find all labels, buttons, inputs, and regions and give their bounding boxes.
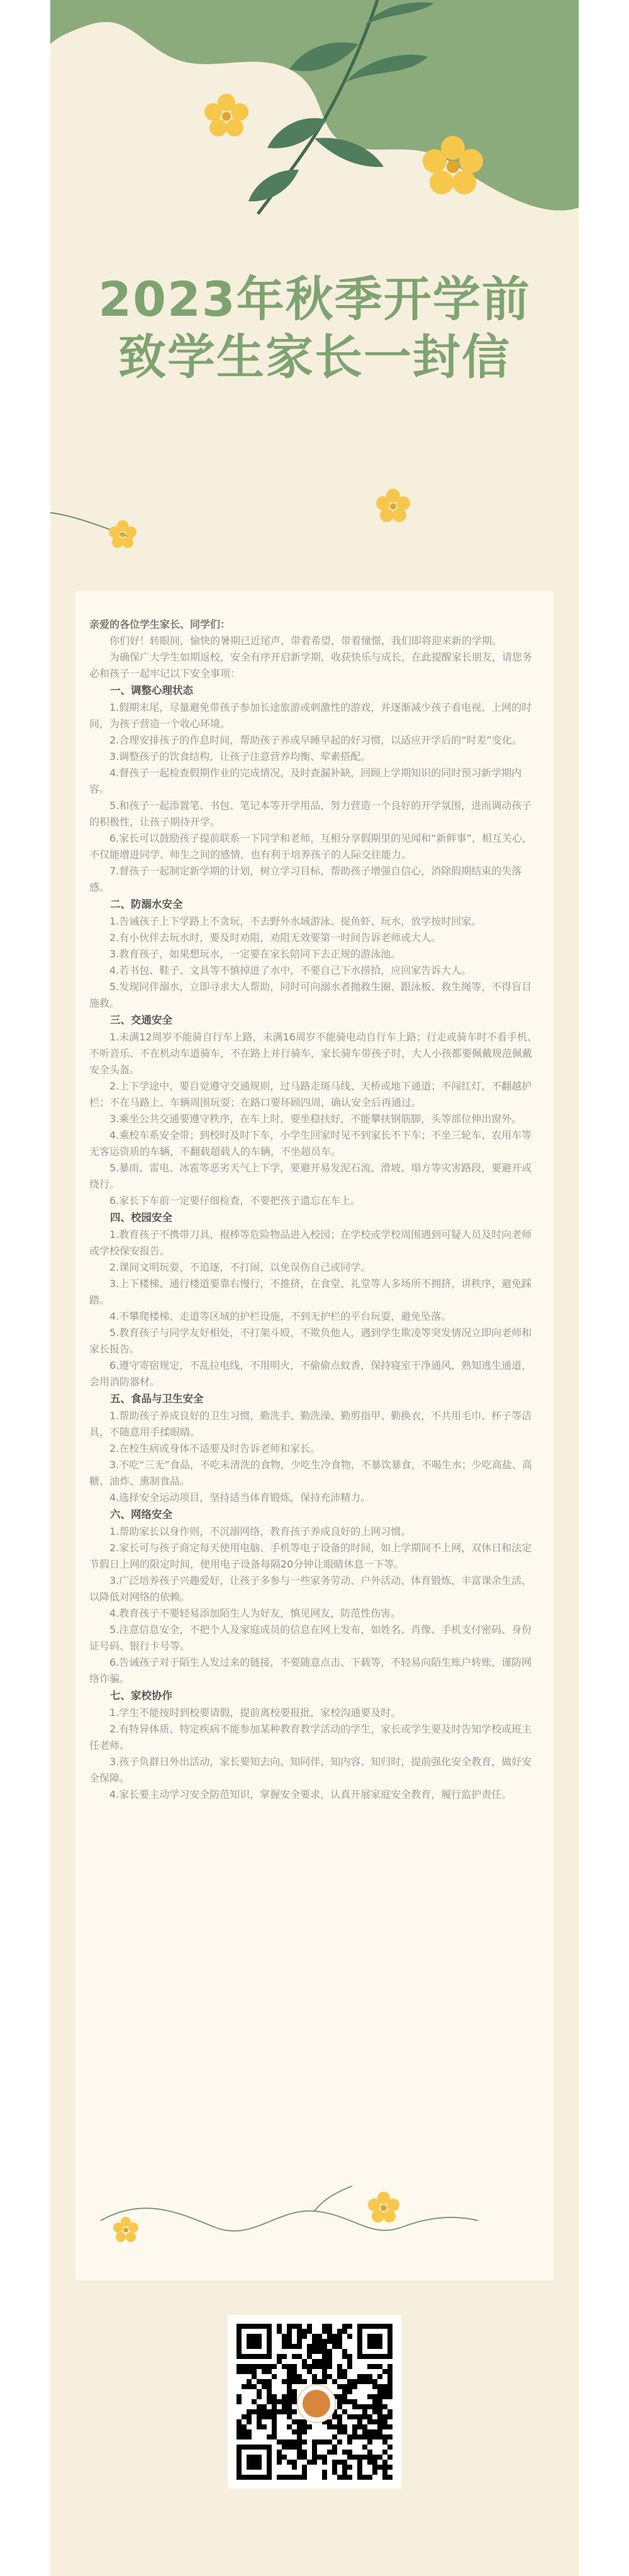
section-item: 1.学生不能按时到校要请假，提前离校要报批，家校沟通要及时。	[109, 1707, 401, 1719]
flower-icon	[113, 2217, 138, 2242]
section-item: 2.上下学途中，要自觉遵守交通规则，过马路走斑马线、天桥或地下通道；不闯红灯，不翻越护栏；不在马路上、车辆周围玩耍；在路口要环顾四周，确认安全后再通过。	[89, 1080, 532, 1108]
section-item: 4.乘校车系安全带；到校时及时下车，小学生回家时见不到家长不下车；不坐三轮车、农用车等无客运资质的车辆，不翻载超载人的车辆，不坐超员车。	[89, 1129, 532, 1157]
section-item: 6.告诫孩子对于陌生人发过来的链接，不要随意点击、下载等，不轻易向陌生账户转账，谨防网络诈骗。	[89, 1656, 532, 1685]
flower-icon	[368, 2192, 399, 2222]
header-green-shape	[50, 0, 579, 211]
section-item: 1.未满12周岁不能骑自行车上路，未满16周岁不能骑电动自行车上路；行走或骑车时不看手机、不听音乐、不在机动车道骑车，不在路上并行骑车，家长骑车带孩子时，大人小孩都要佩戴规范佩戴安全头盔。	[89, 1031, 537, 1076]
section-item: 1.假期末尾，尽量避免带孩子参加长途旅游或刺激性的游戏，并逐渐减少孩子看电视、上网的时间，为孩子营造一个收心环境。	[89, 701, 532, 730]
section-item: 1.帮助孩子养成良好的卫生习惯，勤洗手、勤洗澡、勤剪指甲、勤换衣，不共用毛巾、杯子等洁具，不随意用手揉眼睛。	[89, 1410, 532, 1438]
section-item: 2.在校生病或身体不适要及时告诉老师和家长。	[109, 1442, 321, 1454]
flower-icon	[376, 489, 410, 522]
section-item: 1.帮助家长以身作则，不沉溺网络，教育孩子养成良好的上网习惯。	[109, 1525, 411, 1537]
section-item: 4.督孩子一起检查假期作业的完成情况，及时查漏补缺，回顾上学期知识的同时预习新学期内容。	[89, 767, 522, 795]
poster-page	[50, 0, 579, 2576]
section-item: 2.家长可与孩子商定每天使用电脑、手机等电子设备的时间，如上学期间不上网，双休日和法定节假日上网的限定时间，使用电子设备每隔20分钟让眼睛休息一下等。	[89, 1542, 532, 1570]
section-item: 5.教育孩子与同学友好相处，不打架斗殴，不欺负他人，遇到学生欺凌等突发情况立即向老师和家长报告。	[89, 1327, 532, 1355]
qr-code	[228, 2315, 401, 2489]
flower-icon	[204, 94, 248, 137]
section-heading: 三、交通安全	[110, 1014, 172, 1026]
section-item: 3.广泛培养孩子兴趣爱好，让孩子多参与一些家务劳动、户外活动、体育锻炼，丰富课余生活，以降低对网络的依赖。	[89, 1575, 532, 1603]
section-item: 2.有小伙伴去玩水时，要及时劝阻，劝阻无效要第一时间告诉老师或大人。	[109, 932, 442, 944]
section-heading: 四、校园安全	[110, 1212, 172, 1224]
section-heading: 二、防溺水安全	[110, 898, 183, 910]
section-item: 3.教育孩子，如果想玩水，一定要在家长陪同下去正规的游泳池。	[109, 948, 401, 960]
section-item: 2.课间文明玩耍，不追逐，不打闹，以免误伤自己或同学。	[109, 1261, 371, 1273]
section-item: 5.和孩子一起添置笔、书包、笔记本等开学用品，努力营造一个良好的开学氛围，进而调动孩子的积极性，让孩子期待开学。	[89, 800, 532, 828]
section-heading: 一、调整心理状态	[110, 684, 193, 696]
section-item: 3.乘坐公共交通要遵守秩序，在车上时，要坐稳扶好，不能攀扶钢筋脚，头等部位伸出窗外。	[109, 1113, 522, 1125]
section-item: 3.不吃“三无”食品，不吃未清洗的食物，少吃生冷食物，不暴饮暴食，不喝生水；少吃高盐、高糖、油炸、熏制食品。	[89, 1459, 532, 1487]
section-item: 4.家长要主动学习安全防范知识，掌握安全要求，认真开展家庭安全教育，履行监护责任。	[109, 1788, 512, 1800]
flower-icon	[109, 520, 136, 548]
section-item: 4.不攀爬楼梯、走道等区域的护栏设施，不到无护栏的平台玩耍，避免坠落。	[109, 1310, 452, 1322]
section-item: 6.遵守寄宿规定，不乱拉电线，不用明火，不偷偷点蚊香，保持寝室干净通风，熟知逃生通道，会用消防器材。	[89, 1359, 532, 1388]
intro-paragraph: 为确保广大学生如期返校，安全有序开启新学期，收获快乐与成长，在此提醒家长朋友，请您务必和孩子一起牢记以下安全事项：	[89, 651, 533, 679]
greeting: 亲爱的各位学生家长、同学们：	[89, 618, 231, 630]
section-item: 2.合理安排孩子的作息时间，帮助孩子养成早睡早起的好习惯，以适应开学后的“时差”变化。	[109, 734, 522, 746]
mid-decoration	[50, 466, 579, 566]
section-item: 3.孩子负群日外出活动，家长要知去向、知同伴、知内容、知归时，提前强化安全教育，做好安全保障。	[89, 1756, 532, 1784]
title-line-1: 2023年秋季开学前	[98, 271, 531, 327]
section-item: 5.暴雨、雷电、冰雹等恶劣天气上下学，要避开易发泥石流、滑坡、塌方等灾害路段，要避开或绕行。	[89, 1162, 532, 1190]
section-heading: 六、网络安全	[110, 1508, 172, 1520]
intro-paragraph: 你们好！转眼间，愉快的暑期已近尾声，带着希望，带着憧憬，我们即将迎来新的学期。	[109, 635, 503, 647]
section-item: 5.注意信息安全，不把个人及家庭成员的信息在网上发布，如姓名、肖像、手机支付密码、身份证号码、银行卡号等。	[89, 1624, 532, 1652]
section-item: 6.家长下车前一定要仔细检查，不要把孩子遗忘在车上。	[109, 1195, 361, 1207]
section-item: 1.告诫孩子上下学路上不贪玩，不去野外水域游泳、捉鱼虾、玩水，放学按时回家。	[109, 915, 482, 927]
school-logo	[298, 2385, 335, 2422]
bottom-decoration	[75, 2170, 554, 2258]
leaf-icon	[267, 118, 327, 148]
section-item: 3.调整孩子的饮食结构，让孩子注意营养均衡、荤素搭配。	[109, 750, 371, 762]
section-item: 1.教育孩子不携带刀具，棍棒等危险物品进入校园；在学校或学校周围遇到可疑人员及时向老师或学校保安报告。	[89, 1229, 532, 1257]
letter-card	[75, 591, 554, 2280]
section-item: 4.教育孩子不要轻易添加陌生人为好友，慎见网友，防范性伤害。	[109, 1607, 401, 1619]
section-item: 4.选择安全运动项目，坚持适当体育锻炼，保持充沛精力。	[109, 1492, 371, 1503]
page-title	[50, 270, 579, 386]
section-item: 3.上下楼梯、通行楼道要靠右慢行，不推挤，在食堂、礼堂等人多场所不拥挤，讲秩序，避免踩踏。	[89, 1278, 532, 1306]
section-heading: 七、家校协作	[110, 1690, 172, 1702]
section-item: 7.督孩子一起制定新学期的计划，树立学习目标，帮助孩子增强自信心，消除假期结束的失落感。	[89, 865, 522, 893]
section-heading: 五、食品与卫生安全	[110, 1393, 204, 1405]
title-line-2: 致学生家长一封信	[118, 329, 511, 385]
section-item: 2.有特异体质、特定疾病不能参加某种教育教学活动的学生，家长或学生要及时告知学校或班主任老师。	[89, 1723, 532, 1751]
section-item: 6.家长可以鼓励孩子提前联系一下同学和老师，互相分享假期里的见闻和“新鲜事”，相互关心，不仅能增进同学、师生之间的感情，也有利于培养孩子的人际交往能力。	[89, 832, 532, 861]
section-item: 5.发现同伴溺水，立即寻求大人帮助，同时可向溺水者抛救生圈、跟泳板、救生绳等，不得盲目施救。	[89, 981, 532, 1009]
leaf-icon	[248, 170, 299, 201]
letter-body	[89, 616, 540, 1803]
section-item: 4.若书包、鞋子、文具等不慎掉进了水中，不要自己下水捞拾，应回家告诉大人。	[109, 964, 472, 976]
header-decoration	[50, 0, 579, 226]
